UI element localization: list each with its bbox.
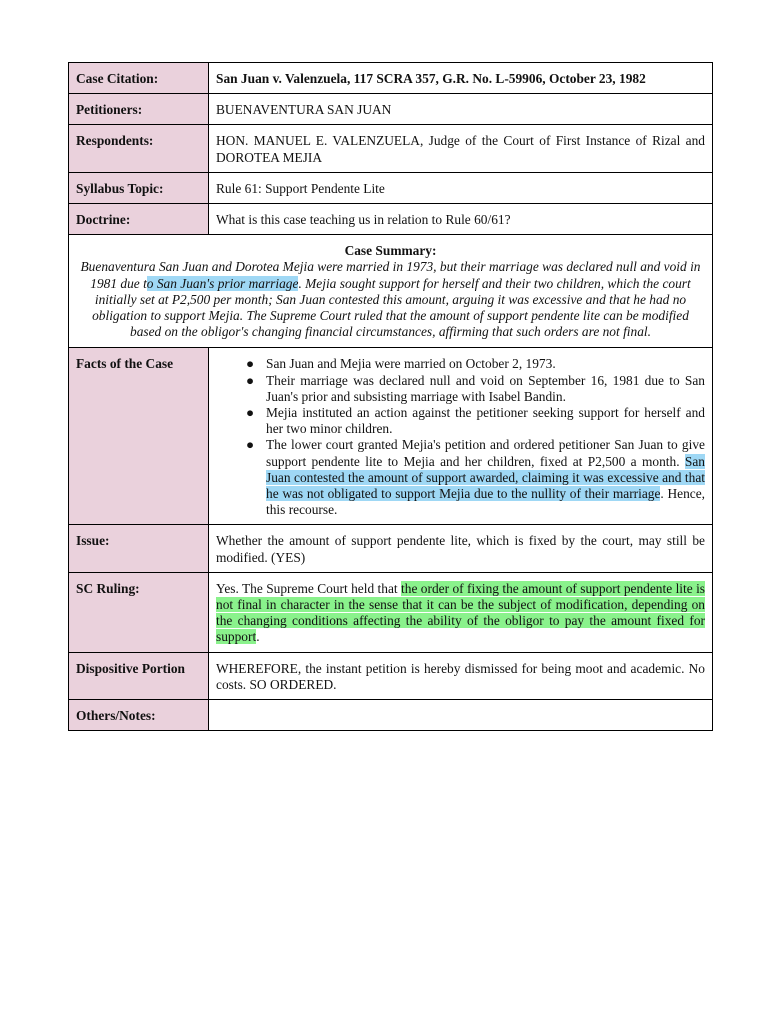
issue-label: Issue:	[69, 525, 209, 572]
case-summary-text	[77, 259, 704, 340]
syllabus-label: Syllabus Topic:	[69, 172, 209, 203]
facts-item-text-before: The lower court granted Mejia's petition and ordered petitioner San Juan to give support pendente lite to Mejia and her children, fixed at P2,500 a month.	[266, 437, 705, 469]
facts-item-text: Mejia instituted an action against the petitioner seeking support for herself and her two minor children.	[266, 405, 705, 437]
ruling-text-after: .	[256, 629, 260, 645]
notes-row	[69, 700, 713, 731]
doctrine-row	[69, 204, 713, 235]
ruling-row	[69, 572, 713, 652]
facts-list	[216, 356, 705, 518]
respondents-row	[69, 125, 713, 172]
dispositive-value: WHEREFORE, the instant petition is hereby dismissed for being moot and academic. No costs. SO ORDERED.	[209, 652, 713, 699]
issue-row	[69, 525, 713, 572]
syllabus-row	[69, 172, 713, 203]
facts-highlight: San Juan contested the amount of support awarded, claiming it was excessive and that he was not obligated to support Mejia due to the nullity of their marriage	[266, 453, 705, 502]
notes-value	[209, 700, 713, 731]
case-summary-cell	[69, 235, 713, 348]
bullet-icon: ●	[246, 405, 255, 421]
citation-row	[69, 63, 713, 94]
respondents-label: Respondents:	[69, 125, 209, 172]
summary-highlight: o San Juan's prior marriage	[146, 275, 299, 291]
facts-item-text: San Juan and Mejia were married on October 2, 1973.	[266, 356, 556, 372]
summary-text-after: . Mejia sought support for herself and their two children, which the court initially set at P2,500 per month; San Juan contested this amount, arguing it was excessive and that he had no obligation to support Mejia. The Supreme Court ruled that the amount of support pendente lite can be modified based on the obligor's changing financial circumstances, affirming that such orders are not final.	[92, 275, 691, 340]
citation-value: San Juan v. Valenzuela, 117 SCRA 357, G.R. No. L-59906, October 23, 1982	[209, 63, 713, 94]
facts-label: Facts of the Case	[69, 348, 209, 525]
bullet-icon: ●	[246, 372, 255, 388]
case-brief-table	[68, 62, 713, 731]
facts-item-text: Their marriage was declared null and void on September 16, 1981 due to San Juan's prior and subsisting marriage with Isabel Bandin.	[266, 372, 705, 404]
ruling-label: SC Ruling:	[69, 572, 209, 652]
case-summary-title: Case Summary:	[344, 243, 437, 259]
doctrine-value: What is this case teaching us in relation to Rule 60/61?	[209, 204, 713, 235]
issue-value: Whether the amount of support pendente lite, which is fixed by the court, may still be modified. (YES)	[209, 525, 713, 572]
summary-row	[69, 235, 713, 348]
dispositive-row	[69, 652, 713, 699]
summary-text-before: Buenaventura San Juan and Dorotea Mejia were married in 1973, but their marriage was declared null and void in 1981 due t	[80, 259, 701, 291]
doctrine-label: Doctrine:	[69, 204, 209, 235]
facts-row	[69, 348, 713, 525]
bullet-icon: ●	[246, 437, 255, 453]
bullet-icon: ●	[246, 356, 255, 372]
facts-list-item	[246, 356, 705, 372]
citation-label: Case Citation:	[69, 63, 209, 94]
facts-value	[209, 348, 713, 525]
facts-list-item	[246, 437, 705, 518]
notes-label: Others/Notes:	[69, 700, 209, 731]
respondents-value: HON. MANUEL E. VALENZUELA, Judge of the Court of First Instance of Rizal and DOROTEA MEJIA	[209, 125, 713, 172]
ruling-value	[209, 572, 713, 652]
facts-list-item	[246, 372, 705, 405]
facts-list-item	[246, 405, 705, 437]
dispositive-label: Dispositive Portion	[69, 652, 209, 699]
petitioners-label: Petitioners:	[69, 94, 209, 125]
petitioners-row	[69, 94, 713, 125]
ruling-text-before: Yes. The Supreme Court held that	[216, 580, 402, 596]
facts-item-text-after: . Hence, this recourse.	[266, 486, 705, 518]
petitioners-value: BUENAVENTURA SAN JUAN	[209, 94, 713, 125]
syllabus-value: Rule 61: Support Pendente Lite	[209, 172, 713, 203]
ruling-highlight: the order of fixing the amount of support pendente lite is not final in character in the sense that it can be the subject of modification, depending on the changing conditions affecting the ability of the obligor to pay the amount fixed for support	[216, 580, 706, 645]
